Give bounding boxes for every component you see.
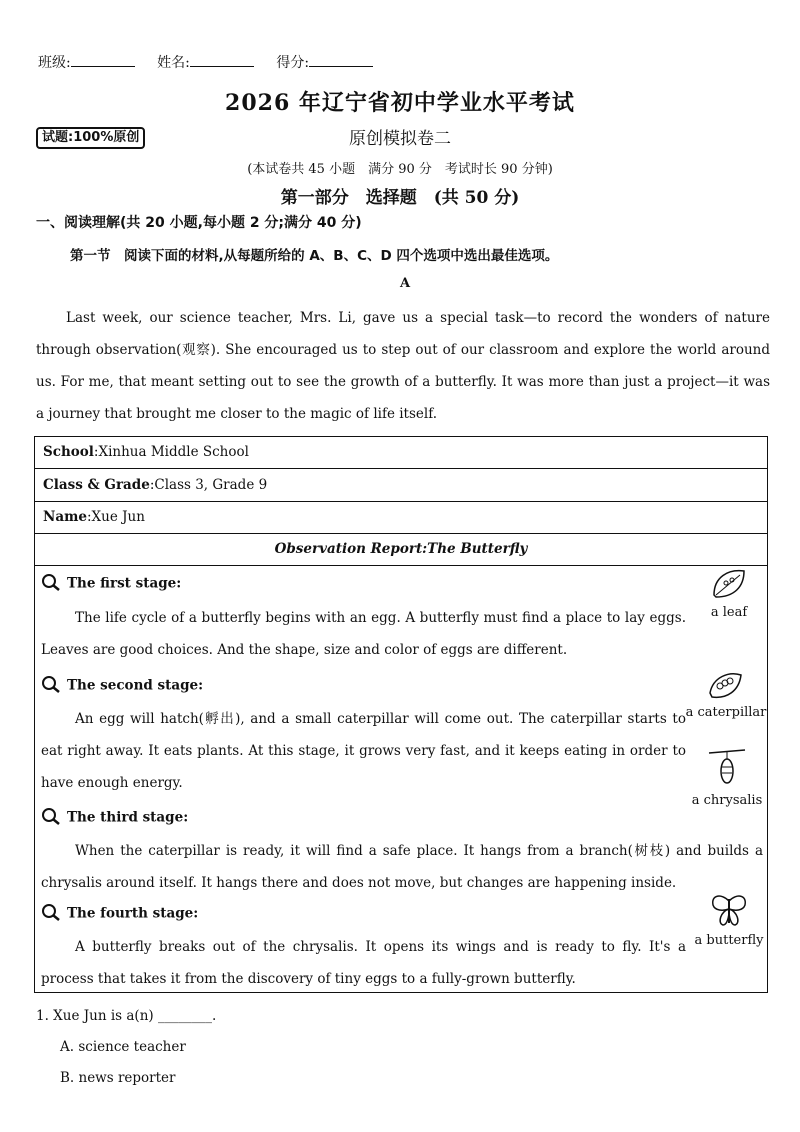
exam-title: 2026 年辽宁省初中学业水平考试 bbox=[225, 90, 575, 116]
school-row bbox=[35, 437, 767, 469]
butterfly-picture bbox=[691, 893, 767, 948]
stage-1-title bbox=[41, 573, 181, 595]
leaf-caption: a leaf bbox=[710, 605, 748, 620]
stage-4-text: A butterfly breaks out of the chrysalis. It opens its wings and is ready to fly. It's a process that takes it from the discovery of tiny eggs to a fully-grown butterfly. bbox=[41, 939, 686, 987]
leaf-icon bbox=[710, 567, 748, 601]
caterpillar-caption: a caterpillar bbox=[685, 705, 767, 720]
class-blank[interactable] bbox=[71, 54, 135, 67]
caterpillar-picture bbox=[685, 669, 767, 720]
part-heading: 第一部分 选择题 (共 50 分) bbox=[280, 188, 520, 208]
report-heading: Observation Report:The Butterfly bbox=[35, 534, 767, 566]
class-label: 班级: bbox=[38, 55, 71, 71]
magnifier-icon bbox=[41, 807, 61, 829]
school-label: School bbox=[43, 444, 94, 460]
student-name-value: :Xue Jun bbox=[86, 509, 145, 525]
passage-letter: A bbox=[399, 276, 411, 291]
exam-note: (本试卷共 45 小题 满分 90 分 考试时长 90 分钟) bbox=[247, 162, 553, 177]
option-b[interactable]: B. news reporter bbox=[60, 1070, 176, 1086]
caterpillar-icon bbox=[707, 669, 745, 701]
name-blank[interactable] bbox=[190, 54, 254, 67]
chrysalis-icon bbox=[707, 747, 747, 789]
exam-subtitle: 原创模拟卷二 bbox=[349, 129, 451, 149]
chrysalis-picture bbox=[691, 747, 763, 808]
question-1-stem: 1. Xue Jun is a(n) ________. bbox=[36, 1008, 217, 1024]
name-label: 姓名: bbox=[157, 55, 190, 71]
name-row bbox=[35, 502, 767, 534]
observation-report-box bbox=[34, 436, 768, 993]
score-blank[interactable] bbox=[309, 54, 373, 67]
intro-paragraph: Last week, our science teacher, Mrs. Li, gave us a special task—to record the wonders of nature through observation(观察). She encouraged us to step out of our classroom and explore the world around us. For me, that meant setting out to see the growth of a butterfly. It was more than just a project—it was a journey that brought me closer to the magic of life itself. bbox=[36, 310, 770, 422]
stage-2-text: An egg will hatch(孵出), and a small caterpillar will come out. The caterpillar starts to eat right away. It eats plants. At this stage, it grows very fast, and it keeps eating in order to have enough energy. bbox=[41, 711, 686, 791]
magnifier-icon bbox=[41, 675, 61, 697]
butterfly-icon bbox=[709, 893, 749, 929]
stage-4-title bbox=[41, 903, 198, 925]
exam-header-fields bbox=[38, 52, 391, 72]
stage-2-title bbox=[41, 675, 203, 697]
class-grade-value: :Class 3, Grade 9 bbox=[149, 477, 268, 493]
instruction: 第一节 阅读下面的材料,从每题所给的 A、B、C、D 四个选项中选出最佳选项。 bbox=[70, 248, 559, 264]
class-grade-row bbox=[35, 469, 767, 502]
school-value: :Xinhua Middle School bbox=[93, 444, 249, 460]
option-a[interactable]: A. science teacher bbox=[60, 1039, 186, 1055]
stage-3-text: When the caterpillar is ready, it will find a safe place. It hangs from a branch(树枝) and builds a chrysalis around itself. It hangs there and does not move, but changes are happening inside. bbox=[41, 843, 763, 891]
magnifier-icon bbox=[41, 903, 61, 925]
stage-1-label: The first stage: bbox=[67, 575, 182, 592]
class-grade-label: Class & Grade bbox=[43, 477, 150, 493]
stage-2-label: The second stage: bbox=[67, 677, 204, 694]
leaf-picture bbox=[695, 567, 763, 620]
score-label: 得分: bbox=[276, 55, 310, 71]
chrysalis-caption: a chrysalis bbox=[691, 793, 763, 808]
stage-1-text: The life cycle of a butterfly begins with an egg. A butterfly must find a place to lay eggs. Leaves are good choices. And the shape, size and color of eggs are different. bbox=[41, 610, 686, 658]
stage-4-label: The fourth stage: bbox=[67, 905, 199, 922]
student-name-label: Name bbox=[43, 509, 87, 525]
butterfly-caption: a butterfly bbox=[694, 933, 764, 948]
magnifier-icon bbox=[41, 573, 61, 595]
original-badge: 试题:100%原创 bbox=[36, 127, 145, 149]
stage-3-label: The third stage: bbox=[67, 809, 189, 826]
section-heading: 一、阅读理解(共 20 小题,每小题 2 分;满分 40 分) bbox=[36, 215, 362, 231]
stage-3-title bbox=[41, 807, 188, 829]
